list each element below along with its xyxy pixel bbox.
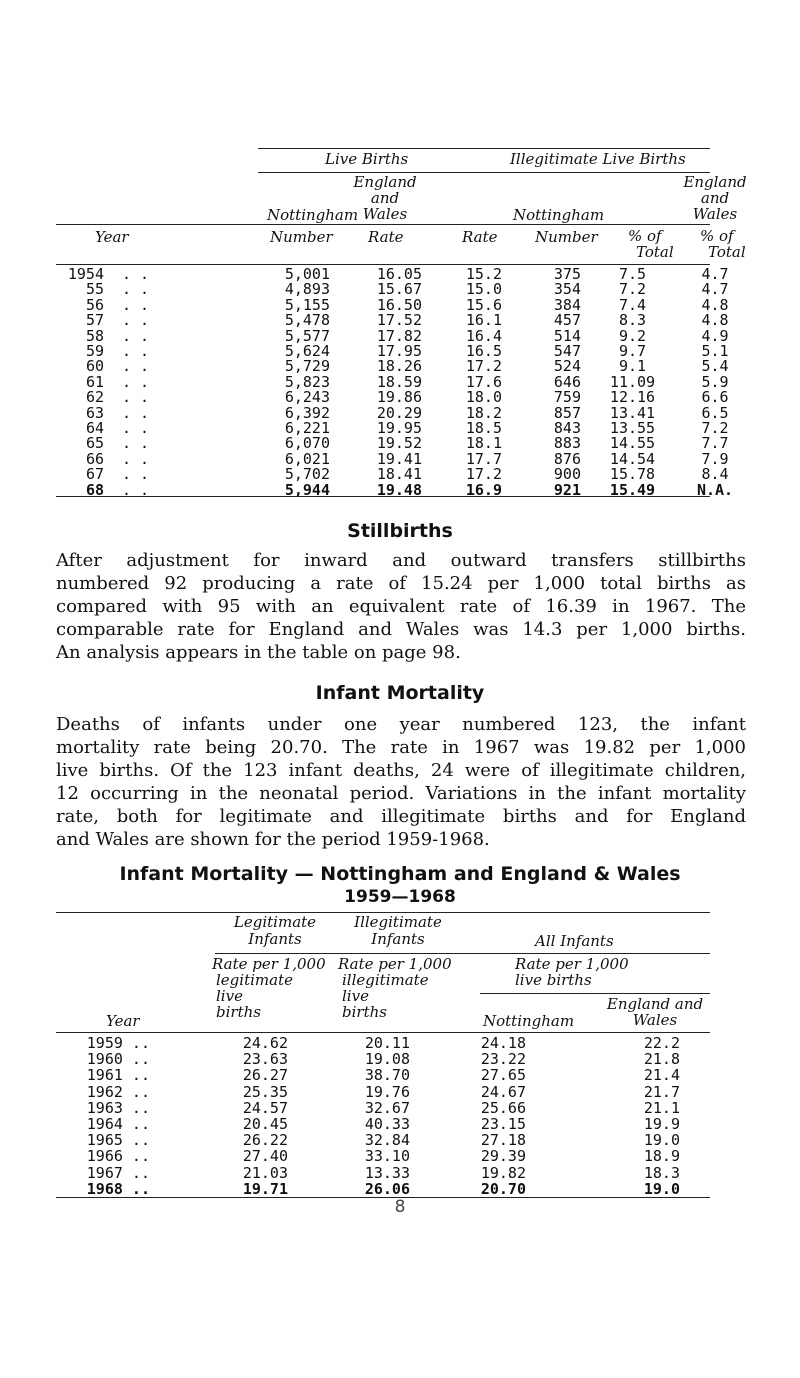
bottom-rule xyxy=(56,496,710,497)
cell-ew: 19.0 xyxy=(643,1131,680,1150)
cell-year: 67 xyxy=(85,465,104,484)
cell-pct-nottingham: 9.2 xyxy=(618,326,647,345)
row-leader: . . xyxy=(122,465,150,484)
row-leader: . . xyxy=(122,342,150,360)
cell-ill-number: 900 xyxy=(553,465,581,484)
cell-ill-number: 457 xyxy=(553,311,581,330)
table2-title: Infant Mortality — Nottingham and England & Wales xyxy=(119,863,681,885)
cell-nottingham: 23.22 xyxy=(480,1050,526,1069)
cell-ew-rate: 15.0 xyxy=(465,280,502,299)
cell-ew-rate: 15.2 xyxy=(465,265,502,283)
cell-nottingham: 20.70 xyxy=(480,1179,526,1198)
cell-pct-nottingham: 9.7 xyxy=(618,342,647,360)
cell-ew-rate: 18.0 xyxy=(465,388,502,407)
header-rule xyxy=(56,1032,710,1033)
cell-illegitimate: 40.33 xyxy=(364,1115,410,1133)
cell-ew-rate: 17.2 xyxy=(465,465,502,484)
ew-header-1: England and Wales xyxy=(353,173,417,223)
top-rule xyxy=(258,148,710,149)
cell-ew-rate: 18.5 xyxy=(465,419,502,437)
cell-nottingham: 27.65 xyxy=(480,1066,526,1085)
cell-ill-number: 547 xyxy=(553,342,581,360)
paragraph-line: compared with 95 with an equivalent rate of 16.39 in 1967. The xyxy=(56,596,746,617)
paragraph-line: 12 occurring in the neonatal period. Variations in the infant mortality xyxy=(56,783,746,804)
cell-ill-number: 921 xyxy=(553,480,581,499)
row-leader: . . xyxy=(122,480,150,499)
row-leader: . . xyxy=(122,311,150,330)
cell-year: 65 xyxy=(85,434,104,453)
cell-nottingham: 19.82 xyxy=(480,1163,526,1182)
page-number: 8 xyxy=(394,1197,406,1217)
cell-rate: 17.82 xyxy=(376,326,422,345)
cell-year: 1964 .. xyxy=(86,1115,150,1133)
cell-rate: 17.52 xyxy=(376,311,422,330)
all-rate-header: Rate per 1,000 live births xyxy=(515,955,629,989)
illegit-rate-header: Rate per 1,000 illegitimate live births xyxy=(338,955,452,1021)
cell-ew: 21.1 xyxy=(643,1098,680,1117)
cell-illegitimate: 19.08 xyxy=(364,1050,410,1069)
paragraph-line: and Wales are shown for the period 1959-1968. xyxy=(56,829,490,850)
cell-rate: 18.26 xyxy=(376,357,422,376)
cell-nottingham: 27.18 xyxy=(480,1131,526,1150)
col-pct-total-1: % of Total xyxy=(628,227,674,261)
ew-header: England and Wales xyxy=(606,995,704,1029)
cell-ill-number: 876 xyxy=(553,449,581,468)
group-rule xyxy=(258,172,710,173)
cell-ill-number: 759 xyxy=(553,388,581,407)
cell-year: 1961 .. xyxy=(86,1066,150,1085)
cell-ill-number: 354 xyxy=(553,280,581,299)
row-leader: . . xyxy=(122,419,150,437)
paragraph-line: mortality rate being 20.70. The rate in 1967 was 19.82 per 1,000 xyxy=(56,737,746,758)
cell-pct-ew: 6.5 xyxy=(701,403,729,422)
cell-rate: 16.05 xyxy=(376,265,422,283)
cell-number: 5,729 xyxy=(284,357,330,376)
header-rule xyxy=(56,224,710,225)
cell-year: 64 xyxy=(85,419,104,437)
cell-ew-rate: 18.1 xyxy=(465,434,502,453)
cell-ew: 22.2 xyxy=(643,1034,680,1052)
cell-pct-ew: N.A. xyxy=(696,480,734,499)
stillbirths-heading: Stillbirths xyxy=(347,520,453,542)
cell-number: 5,823 xyxy=(284,372,330,391)
cell-ew-rate: 17.2 xyxy=(465,357,502,376)
cell-pct-nottingham: 13.41 xyxy=(609,403,656,422)
paragraph-line: numbered 92 producing a rate of 15.24 per 1,000 total births as xyxy=(56,573,746,594)
cell-pct-ew: 7.7 xyxy=(701,434,729,453)
cell-ew-rate: 16.4 xyxy=(465,326,502,345)
cell-rate: 15.67 xyxy=(376,280,422,299)
cell-ill-number: 524 xyxy=(553,357,581,376)
cell-year: 63 xyxy=(85,403,104,422)
cell-year: 1959 .. xyxy=(86,1034,150,1052)
paragraph-line: An analysis appears in the table on page 98. xyxy=(56,642,461,663)
cell-number: 4,893 xyxy=(284,280,330,299)
cell-year: 62 xyxy=(85,388,104,407)
cell-pct-nottingham: 11.09 xyxy=(609,372,656,391)
cell-ew: 21.7 xyxy=(643,1082,680,1101)
cell-rate: 20.29 xyxy=(376,403,422,422)
cell-pct-nottingham: 14.54 xyxy=(609,449,656,468)
cell-ew-rate: 18.2 xyxy=(465,403,502,422)
cell-pct-nottingham: 9.1 xyxy=(618,357,647,376)
cell-ew-rate: 17.7 xyxy=(465,449,502,468)
cell-ill-number: 883 xyxy=(553,434,581,453)
cell-ill-number: 384 xyxy=(553,295,581,314)
group-rule xyxy=(215,953,710,954)
cell-number: 6,392 xyxy=(284,403,330,422)
cell-year: 1954 xyxy=(67,265,104,283)
cell-legitimate: 25.35 xyxy=(242,1082,288,1101)
cell-number: 5,155 xyxy=(284,295,330,314)
stillbirths-paragraph xyxy=(56,549,746,664)
cell-legitimate: 26.22 xyxy=(242,1131,288,1150)
cell-legitimate: 27.40 xyxy=(242,1147,288,1166)
cell-pct-nottingham: 14.55 xyxy=(609,434,656,453)
cell-pct-nottingham: 7.2 xyxy=(618,280,647,299)
cell-legitimate: 24.62 xyxy=(242,1034,288,1052)
cell-year: 60 xyxy=(85,357,104,376)
paragraph-line: After adjustment for inward and outward transfers stillbirths xyxy=(56,550,746,571)
table2-subtitle: 1959—1968 xyxy=(344,887,456,907)
cell-pct-nottingham: 7.4 xyxy=(618,295,647,314)
cell-ew-rate: 17.6 xyxy=(465,372,502,391)
cell-year: 59 xyxy=(85,342,104,360)
cell-illegitimate: 20.11 xyxy=(364,1034,410,1052)
cell-number: 5,944 xyxy=(284,480,330,499)
cell-legitimate: 20.45 xyxy=(242,1115,288,1133)
row-leader: . . xyxy=(122,326,150,345)
cell-pct-ew: 4.7 xyxy=(701,280,729,299)
cell-year: 58 xyxy=(85,326,104,345)
cell-ill-number: 375 xyxy=(553,265,581,283)
cell-ew: 19.9 xyxy=(643,1115,680,1133)
col-ew-rate: Rate xyxy=(462,228,498,246)
cell-number: 5,702 xyxy=(284,465,330,484)
cell-rate: 19.41 xyxy=(376,449,422,468)
cell-pct-ew: 4.8 xyxy=(701,295,729,314)
col-number: Number xyxy=(270,228,333,246)
cell-rate: 18.41 xyxy=(376,465,422,484)
cell-ew-rate: 16.5 xyxy=(465,342,502,360)
paragraph-line: comparable rate for England and Wales was 14.3 per 1,000 births. xyxy=(56,619,746,640)
cell-rate: 19.95 xyxy=(376,419,422,437)
cell-rate: 19.86 xyxy=(376,388,422,407)
cell-pct-nottingham: 7.5 xyxy=(618,265,647,283)
paragraph-line: live births. Of the 123 infant deaths, 24 were of illegitimate children, xyxy=(56,760,746,781)
nottingham-header-2: Nottingham xyxy=(513,206,605,224)
cell-ew-rate: 15.6 xyxy=(465,295,502,314)
infant-mortality-paragraph xyxy=(56,713,746,851)
all-sub-rule xyxy=(480,993,710,994)
cell-pct-ew: 5.1 xyxy=(701,342,729,360)
cell-rate: 19.52 xyxy=(376,434,422,453)
group-header-legitimate: Legitimate Infants xyxy=(233,913,317,948)
row-leader: . . xyxy=(122,403,150,422)
cell-number: 5,577 xyxy=(284,326,330,345)
cell-legitimate: 23.63 xyxy=(242,1050,288,1069)
cell-number: 6,243 xyxy=(284,388,330,407)
cell-pct-ew: 7.9 xyxy=(701,449,729,468)
row-leader: . . xyxy=(122,265,150,283)
cell-number: 5,001 xyxy=(284,265,330,283)
row-leader: . . xyxy=(122,372,150,391)
cell-year: 66 xyxy=(85,449,104,468)
cell-legitimate: 24.57 xyxy=(242,1098,288,1117)
cell-number: 6,221 xyxy=(284,419,330,437)
cell-pct-nottingham: 15.49 xyxy=(609,480,656,499)
cell-nottingham: 24.18 xyxy=(480,1034,526,1052)
cell-ill-number: 843 xyxy=(553,419,581,437)
cell-pct-ew: 4.7 xyxy=(701,265,729,283)
row-leader: . . xyxy=(122,295,150,314)
cell-ew-rate: 16.9 xyxy=(465,480,502,499)
cell-rate: 16.50 xyxy=(376,295,422,314)
cell-nottingham: 23.15 xyxy=(480,1115,526,1133)
group-header-live-births: Live Births xyxy=(325,150,409,168)
cell-year: 57 xyxy=(85,311,104,330)
group-header-illegitimate: Illegitimate Infants xyxy=(354,913,442,948)
cell-legitimate: 19.71 xyxy=(242,1179,288,1198)
cell-illegitimate: 19.76 xyxy=(364,1082,410,1101)
cell-illegitimate: 13.33 xyxy=(364,1163,410,1182)
cell-pct-nottingham: 13.55 xyxy=(609,419,656,437)
cell-ew: 18.3 xyxy=(643,1163,680,1182)
group-header-illegitimate: Illegitimate Live Births xyxy=(510,150,686,168)
cell-ew: 21.8 xyxy=(643,1050,680,1069)
col-rate: Rate xyxy=(368,228,404,246)
col-year: Year xyxy=(106,1012,140,1030)
col-nottingham: Nottingham xyxy=(483,1012,575,1030)
cell-pct-ew: 6.6 xyxy=(701,388,729,407)
cell-ew: 19.0 xyxy=(643,1179,680,1198)
cell-ew: 21.4 xyxy=(643,1066,680,1085)
row-leader: . . xyxy=(122,449,150,468)
cell-number: 6,070 xyxy=(284,434,330,453)
cell-pct-ew: 4.8 xyxy=(701,311,729,330)
cell-pct-ew: 8.4 xyxy=(701,465,729,484)
cell-nottingham: 25.66 xyxy=(480,1098,526,1117)
cell-year: 1962 .. xyxy=(86,1082,150,1101)
col-year: Year xyxy=(95,228,129,246)
cell-ill-number: 514 xyxy=(553,326,581,345)
cell-pct-nottingham: 15.78 xyxy=(609,465,656,484)
cell-pct-ew: 5.4 xyxy=(701,357,729,376)
cell-ew: 18.9 xyxy=(643,1147,680,1166)
cell-legitimate: 21.03 xyxy=(242,1163,288,1182)
ew-header-2: England and Wales xyxy=(683,173,747,223)
cell-year: 1966 .. xyxy=(86,1147,150,1166)
col-pct-total-2: % of Total xyxy=(700,227,746,261)
cell-ill-number: 857 xyxy=(553,403,581,422)
cell-illegitimate: 38.70 xyxy=(364,1066,410,1085)
cell-pct-ew: 5.9 xyxy=(701,372,729,391)
row-leader: . . xyxy=(122,434,150,453)
cell-illegitimate: 26.06 xyxy=(364,1179,410,1198)
cell-year: 61 xyxy=(85,372,104,391)
cell-year: 1960 .. xyxy=(86,1050,150,1069)
cell-nottingham: 29.39 xyxy=(480,1147,526,1166)
cell-year: 1963 .. xyxy=(86,1098,150,1117)
cell-year: 55 xyxy=(85,280,104,299)
group-header-all: All Infants xyxy=(535,932,614,950)
cell-number: 6,021 xyxy=(284,449,330,468)
col-ill-number: Number xyxy=(535,228,598,246)
cell-year: 56 xyxy=(85,295,104,314)
cell-rate: 18.59 xyxy=(376,372,422,391)
cell-nottingham: 24.67 xyxy=(480,1082,526,1101)
cell-pct-ew: 7.2 xyxy=(701,419,729,437)
cell-pct-nottingham: 12.16 xyxy=(609,388,656,407)
row-leader: . . xyxy=(122,388,150,407)
cell-year: 1965 .. xyxy=(86,1131,150,1150)
row-leader: . . xyxy=(122,357,150,376)
cell-illegitimate: 32.84 xyxy=(364,1131,410,1150)
cell-year: 68 xyxy=(85,480,104,499)
legit-rate-header: Rate per 1,000 legitimate live births xyxy=(212,955,326,1021)
cell-pct-nottingham: 8.3 xyxy=(618,311,647,330)
cell-illegitimate: 33.10 xyxy=(364,1147,410,1166)
cell-illegitimate: 32.67 xyxy=(364,1098,410,1117)
infant-mortality-heading: Infant Mortality xyxy=(315,682,485,704)
cell-rate: 19.48 xyxy=(376,480,422,499)
nottingham-header-1: Nottingham xyxy=(267,206,359,224)
cell-year: 1968 .. xyxy=(86,1179,150,1198)
cell-pct-ew: 4.9 xyxy=(701,326,729,345)
cell-number: 5,478 xyxy=(284,311,330,330)
cell-rate: 17.95 xyxy=(376,342,422,360)
paragraph-line: Deaths of infants under one year numbered 123, the infant xyxy=(56,714,746,735)
cell-ew-rate: 16.1 xyxy=(465,311,502,330)
cell-ill-number: 646 xyxy=(553,372,581,391)
row-leader: . . xyxy=(122,280,150,299)
cell-legitimate: 26.27 xyxy=(242,1066,288,1085)
paragraph-line: rate, both for legitimate and illegitimate births and for England xyxy=(56,806,746,827)
cell-number: 5,624 xyxy=(284,342,330,360)
cell-year: 1967 .. xyxy=(86,1163,150,1182)
